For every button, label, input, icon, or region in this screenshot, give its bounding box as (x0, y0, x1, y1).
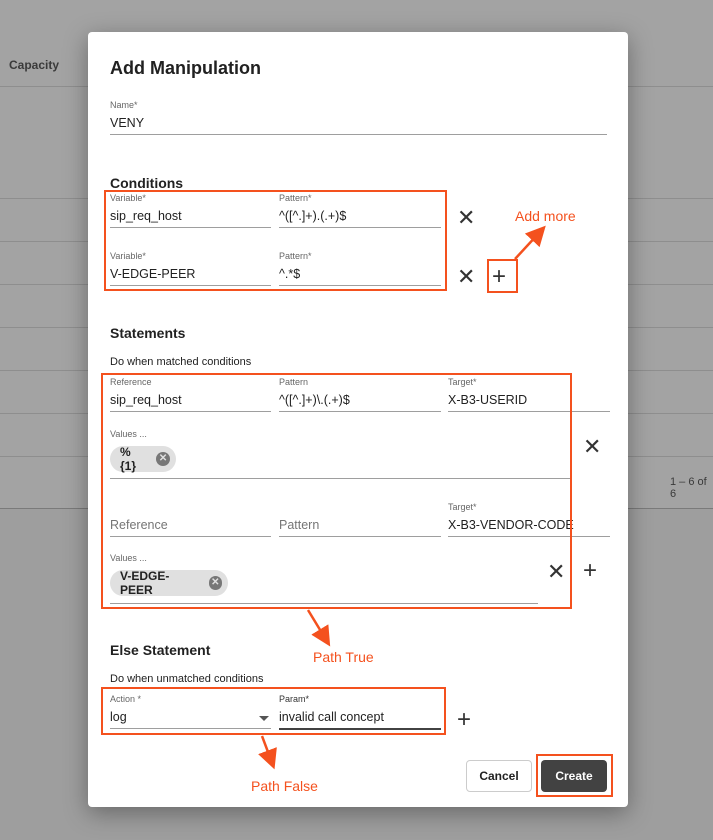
path-true-annotation: Path True (313, 649, 374, 665)
name-input[interactable]: VENY (110, 116, 145, 130)
else-heading: Else Statement (110, 642, 211, 658)
remove-condition-2-close-icon[interactable]: ✕ (457, 264, 476, 289)
condition-2-pattern-input[interactable]: ^.*$ (279, 267, 301, 281)
background-column-header: Capacity (9, 58, 60, 72)
add-statement-plus-icon[interactable]: + (583, 557, 598, 584)
statement-1-value-chip-label: %{1} (120, 445, 137, 473)
background-pagination: 1 – 6 of 6 (670, 476, 707, 500)
conditions-heading: Conditions (110, 175, 184, 191)
condition-1-variable-input[interactable]: sip_req_host (110, 209, 182, 223)
statements-hint: Do when matched conditions (110, 356, 252, 368)
condition-1-pattern-label: Pattern* (279, 193, 312, 203)
chip-remove-icon[interactable]: ✕ (209, 576, 222, 590)
chip-remove-icon[interactable]: ✕ (156, 452, 170, 466)
statement-1-reference-input[interactable]: sip_req_host (110, 393, 182, 407)
statement-2-target-input[interactable]: X-B3-VENDOR-CODE (448, 518, 574, 532)
statement-2-values-label: Values ... (110, 553, 147, 563)
statement-1-target-input[interactable]: X-B3-USERID (448, 393, 528, 407)
else-hint: Do when unmatched conditions (110, 673, 264, 685)
path-true-arrow (308, 610, 325, 638)
path-false-annotation: Path False (251, 778, 318, 794)
dialog-title: Add Manipulation (110, 58, 261, 78)
condition-2-variable-label: Variable* (110, 251, 146, 261)
add-more-arrow (515, 233, 539, 259)
statement-1-pattern-input[interactable]: ^([^.]+)\.(.+)$ (279, 393, 350, 407)
condition-1-pattern-input[interactable]: ^([^.]+).(.+)$ (279, 209, 347, 223)
name-label: Name* (110, 100, 138, 110)
statement-2-target-label: Target* (448, 502, 477, 512)
condition-2-variable-input[interactable]: V-EDGE-PEER (110, 267, 196, 281)
statements-heading: Statements (110, 325, 186, 341)
create-button[interactable]: Create (541, 760, 607, 792)
condition-1-variable-label: Variable* (110, 193, 146, 203)
condition-2-pattern-label: Pattern* (279, 251, 312, 261)
cancel-button[interactable]: Cancel (466, 760, 532, 792)
add-condition-plus-icon[interactable]: + (492, 263, 507, 290)
statement-1-values-label: Values ... (110, 429, 147, 439)
param-input[interactable]: invalid call concept (279, 710, 384, 724)
remove-statement-2-close-icon[interactable]: ✕ (547, 559, 566, 584)
path-false-arrow (262, 736, 271, 760)
action-label: Action * (110, 694, 142, 704)
statement-2-reference-input[interactable]: Reference (110, 518, 168, 532)
add-else-plus-icon[interactable]: + (457, 706, 472, 733)
action-select[interactable]: log (110, 710, 127, 724)
statement-2-pattern-input[interactable]: Pattern (279, 518, 320, 532)
remove-statement-1-close-icon[interactable]: ✕ (583, 434, 602, 459)
remove-condition-1-close-icon[interactable]: ✕ (457, 205, 476, 230)
add-more-annotation: Add more (515, 208, 576, 224)
statement-2-value-chip-label: V-EDGE-PEER (120, 569, 170, 597)
statement-1-reference-label: Reference (110, 377, 152, 387)
statement-1-pattern-label: Pattern (279, 377, 309, 387)
param-label: Param* (279, 694, 310, 704)
statement-1-target-label: Target* (448, 377, 477, 387)
